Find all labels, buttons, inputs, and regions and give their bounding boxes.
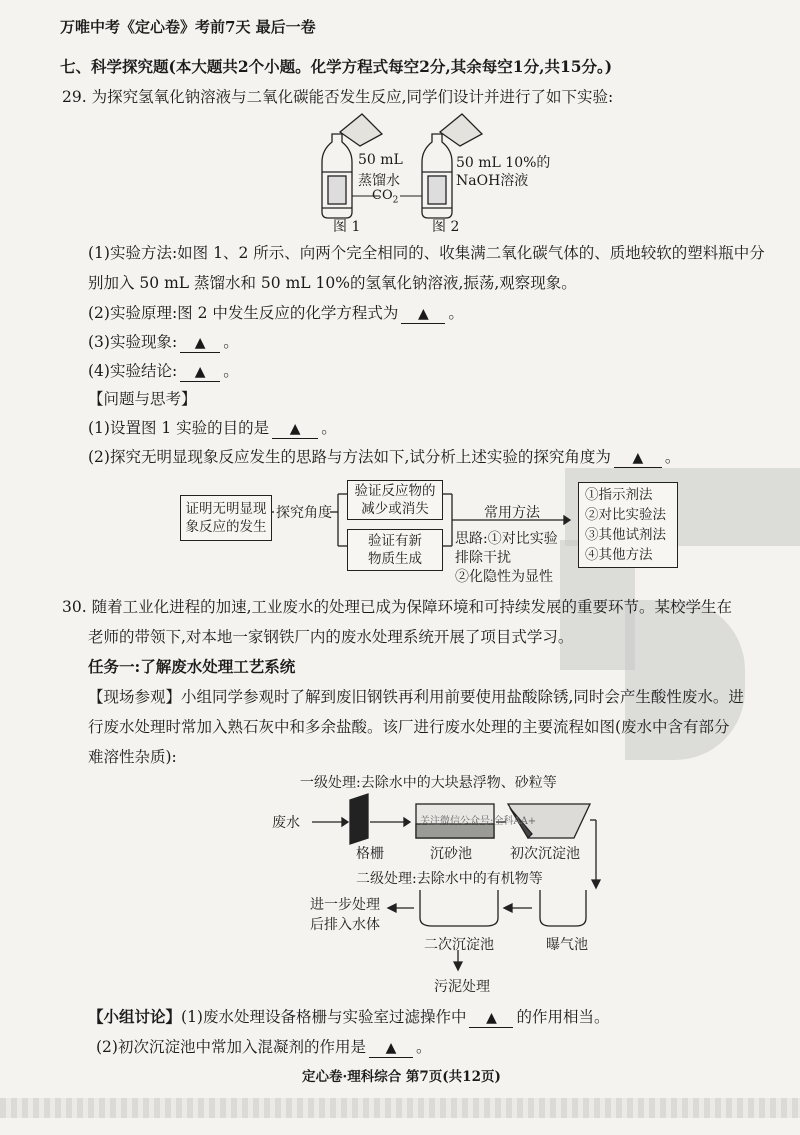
visit-line-c: 难溶性杂质): (88, 748, 177, 766)
diagram-idea-line1: 思路:①对比实验 (455, 531, 558, 547)
flow-level1: 一级处理:去除水中的大块悬浮物、砂粒等 (300, 775, 557, 791)
gas-label: $CO_2$ (372, 188, 399, 206)
flow-wastewater: 废水 (272, 815, 300, 831)
answer-blank[interactable]: ▲ (180, 333, 220, 353)
header-title: 万唯中考《定心卷》考前7天 最后一卷 (60, 18, 316, 36)
think-title: 【问题与思考】 (88, 390, 197, 408)
answer-blank[interactable]: ▲ (614, 448, 662, 468)
diagram-verify-product-box: 验证有新 物质生成 (347, 529, 443, 571)
question-30-stem-b: 老师的带领下,对本地一家钢铁厂内的废水处理系统开展了项目式学习。 (88, 628, 574, 646)
fig2-label-line2: NaOH溶液 (456, 173, 529, 189)
flow-secondary-tank: 二次沉淀池 (424, 937, 494, 953)
page-footer: 定心卷·理科综合 第7页(共12页) (302, 1069, 501, 1085)
diagram-idea-line2: 排除干扰 (455, 550, 511, 566)
task1-title: 任务一:了解废水处理工艺系统 (88, 657, 296, 676)
method-1: ①指示剂法 (585, 487, 653, 503)
diagram-methods-box (578, 482, 678, 568)
flow-sand-tank: 沉砂池 (430, 846, 472, 862)
fig1-label-line1: 50 mL (358, 152, 403, 168)
fig1-label-line2: 蒸馏水 (358, 173, 400, 189)
flow-level2: 二级处理:去除水中的有机物等 (356, 871, 543, 887)
diagram-common-method: 常用方法 (484, 505, 540, 521)
figure-1-caption: 图 1 (333, 219, 361, 235)
method-3: ③其他试剂法 (585, 527, 666, 543)
flow-aeration-tank: 曝气池 (546, 937, 588, 953)
flow-stamp: 关注微信公众号:全科AA+ (420, 816, 537, 827)
q29-p2: (2)实验原理:图 2 中发生反应的化学方程式为 ▲ 。 (88, 304, 464, 322)
scan-edge (0, 1098, 800, 1118)
discussion-1: 【小组讨论】(1)废水处理设备格栅与实验室过滤操作中 ▲ 的作用相当。 (88, 1007, 610, 1026)
question-text: 为探究氢氧化钠溶液与二氧化碳能否发生反应,同学们设计并进行了如下实验: (91, 88, 614, 106)
answer-blank[interactable]: ▲ (272, 419, 318, 439)
answer-blank[interactable]: ▲ (369, 1038, 413, 1058)
discussion-2: (2)初次沉淀池中常加入混凝剂的作用是 ▲ 。 (96, 1038, 432, 1056)
q29-t1: (1)设置图 1 实验的目的是 ▲ 。 (88, 419, 337, 437)
fig2-label-line1: 50 mL 10%的 (456, 155, 551, 171)
q29-t2: (2)探究无明显现象反应发生的思路与方法如下,试分析上述实验的探究角度为 ▲ 。 (88, 448, 681, 466)
visit-line-b: 行废水处理时常加入熟石灰中和多余盐酸。该厂进行废水处理的主要流程如图(废水中含有部分 (88, 718, 730, 736)
method-2: ②对比实验法 (585, 507, 666, 523)
bottle-2 (422, 134, 452, 218)
question-29-stem (62, 86, 613, 108)
question-30-stem-a: 30. 随着工业化进程的加速,工业废水的处理已成为保障环境和可持续发展的重要环节。某校学生在 (62, 598, 733, 616)
q29-p1-a: (1)实验方法:如图 1、2 所示、向两个完全相同的、收集满二氧化碳气体的、质地较软的塑料瓶中分 (88, 244, 765, 262)
q29-p1-b: 别加入 50 mL 蒸馏水和 50 mL 10%的氢氧化钠溶液,振荡,观察现象。 (88, 274, 577, 292)
answer-blank[interactable]: ▲ (401, 304, 445, 324)
answer-blank[interactable]: ▲ (469, 1008, 513, 1028)
flow-further-line2: 后排入水体 (310, 917, 380, 933)
figure-2-caption: 图 2 (432, 219, 460, 235)
section-title: 七、科学探究题(本大题共2个小题。化学方程式每空2分,其余每空1分,共15分。) (60, 57, 613, 76)
answer-blank[interactable]: ▲ (180, 362, 220, 382)
beaker-2 (440, 114, 482, 146)
q29-p3: (3)实验现象: ▲ 。 (88, 333, 239, 351)
flow-further-line1: 进一步处理 (310, 897, 380, 913)
flow-sludge: 污泥处理 (434, 979, 490, 995)
question-number: 30. (62, 598, 87, 616)
question-number: 29. (62, 88, 87, 106)
q29-p4: (4)实验结论: ▲ 。 (88, 362, 239, 380)
diagram-angle-label: 探究角度 (276, 505, 332, 521)
gas-subscript: 2 (392, 195, 399, 206)
diagram-start-box: 证明无明显现 象反应的发生 (180, 495, 272, 541)
beaker-1 (340, 114, 382, 146)
bottle-1 (322, 134, 352, 218)
method-4: ④其他方法 (585, 547, 653, 563)
diagram-idea-line3: ②化隐性为显性 (455, 569, 553, 585)
flow-grille: 格栅 (356, 846, 384, 862)
flow-primary-tank: 初次沉淀池 (510, 846, 580, 862)
visit-line-a: 【现场参观】小组同学参观时了解到废旧钢铁再利用前要使用盐酸除锈,同时会产生酸性废水。进 (88, 688, 744, 706)
diagram-verify-reactant-box: 验证反应物的 减少或消失 (347, 480, 443, 520)
